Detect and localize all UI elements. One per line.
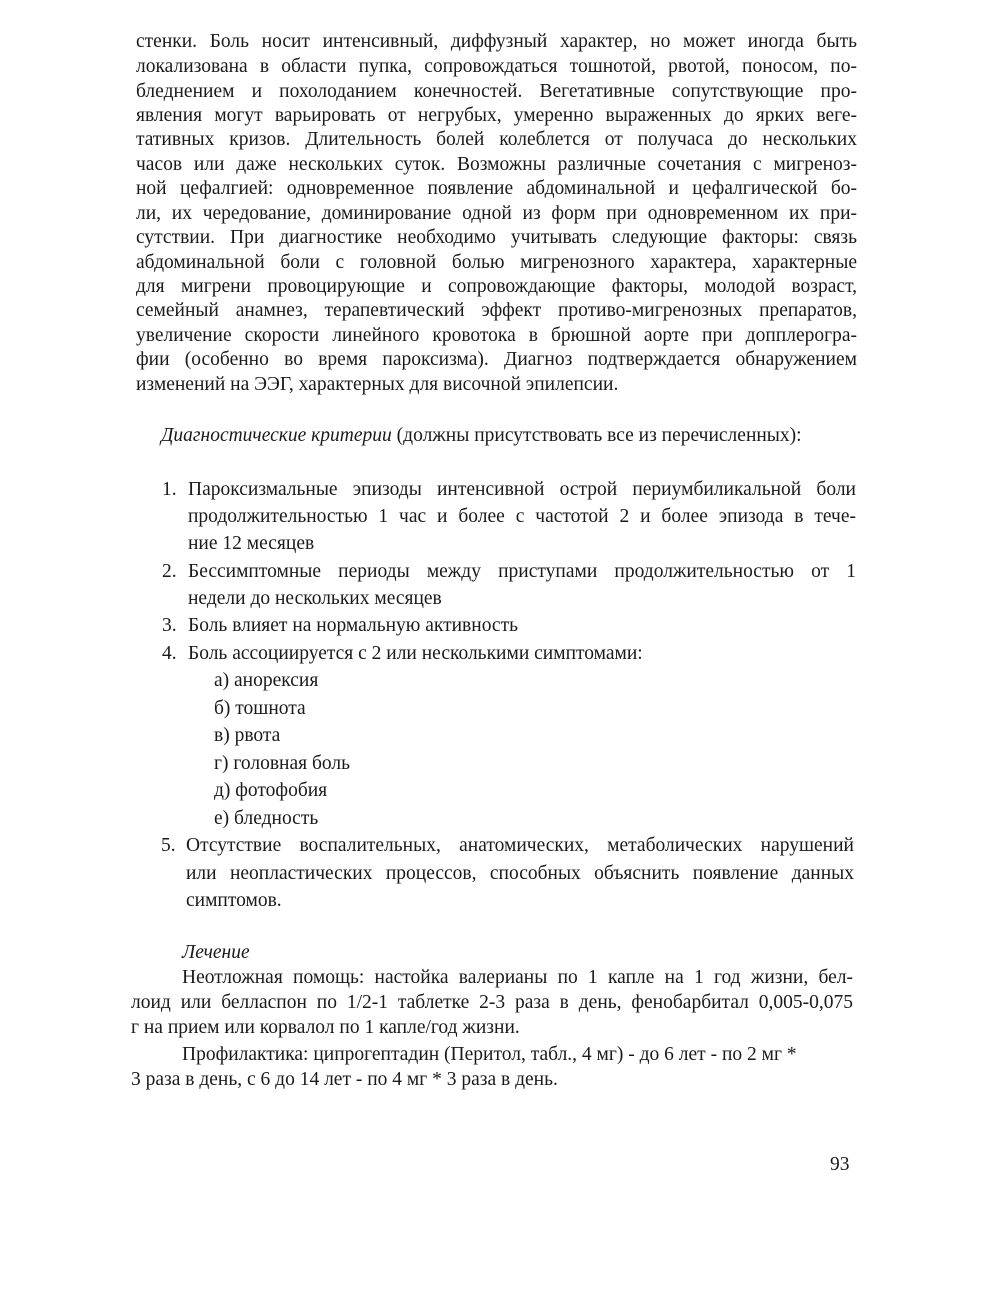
intro-line: изменений на ЭЭГ, характерных для височной эпилепсии. — [136, 374, 619, 395]
criterion-line: Бессимптомные периоды между приступами продолжительностью от 1 — [188, 561, 856, 582]
treatment-line: г на прием или корвалол по 1 капле/год жизни. — [131, 1017, 520, 1038]
symptom-item: а) анорексия — [214, 670, 319, 691]
intro-line: стенки. Боль носит интенсивный, диффузный характер, но может иногда быть — [136, 31, 857, 52]
treatment-line: лоид или белласпон по 1/2-1 таблетке 2-3 раза в день, фенобарбитал 0,005-0,075 — [131, 992, 853, 1013]
criterion-number: 3. — [162, 615, 177, 636]
intro-line: тативных кризов. Длительность болей колеблется от получаса до нескольких — [136, 129, 857, 150]
intro-line: семейный анамнез, терапевтический эффект противо-мигренозных препаратов, — [136, 300, 857, 321]
intro-line: ли, их чередование, доминирование одной из форм при одновременном их при- — [136, 203, 857, 224]
criteria-heading-rest: (должны присутствовать все из перечисленных): — [391, 425, 802, 446]
criterion-line: ние 12 месяцев — [188, 533, 315, 554]
symptom-item: г) головная боль — [214, 753, 351, 774]
intro-line: бледнением и похолоданием конечностей. Вегетативные сопутствующие про- — [136, 81, 857, 102]
criterion-line: симптомов. — [186, 890, 282, 911]
intro-line: увеличение скорости линейного кровотока в брюшной аорте при допплерогра- — [136, 325, 857, 346]
intro-line: ной цефалгией: одновременное появление абдоминальной и цефалгической бо- — [136, 178, 857, 199]
intro-line: явления могут варьировать от негрубых, умеренно выраженных до ярких веге- — [136, 105, 857, 126]
intro-line: локализована в области пупка, сопровождаться тошнотой, рвотой, поносом, по- — [136, 56, 857, 77]
prophylaxis-line: Профилактика: ципрогептадин (Перитол, табл., 4 мг) - до 6 лет - по 2 мг * — [182, 1044, 797, 1065]
criterion-line: Отсутствие воспалительных, анатомических, метаболических нарушений — [186, 835, 854, 856]
intro-line: абдоминальной боли с головной болью мигренозного характера, характерные — [136, 252, 857, 273]
symptom-item: б) тошнота — [214, 698, 306, 719]
intro-line: фии (особенно во время пароксизма). Диагноз подтверждается обнаружением — [136, 349, 857, 370]
criterion-line: Боль ассоциируется с 2 или несколькими симптомами: — [188, 643, 643, 664]
treatment-heading: Лечение — [182, 942, 250, 963]
criterion-line: Боль влияет на нормальную активность — [188, 615, 518, 636]
criterion-number: 4. — [162, 643, 177, 664]
criterion-line: продолжительностью 1 час и более с частотой 2 и более эпизода в тече- — [188, 506, 856, 527]
symptom-item: е) бледность — [214, 808, 319, 829]
criteria-heading-italic: Диагностические критерии — [161, 425, 392, 446]
symptom-item: д) фотофобия — [214, 780, 328, 801]
criterion-line: или неопластических процессов, способных объяснить появление данных — [186, 863, 854, 884]
criterion-number: 5. — [161, 835, 176, 856]
criterion-line: Пароксизмальные эпизоды интенсивной острой периумбиликальной боли — [188, 479, 856, 500]
criterion-number: 2. — [162, 561, 177, 582]
intro-line: сутствии. При диагностике необходимо учитывать следующие факторы: связь — [136, 227, 857, 248]
symptom-item: в) рвота — [214, 725, 281, 746]
criterion-line: недели до нескольких месяцев — [188, 588, 442, 609]
treatment-line: Неотложная помощь: настойка валерианы по 1 капле на 1 год жизни, бел- — [182, 967, 853, 988]
prophylaxis-line: 3 раза в день, с 6 до 14 лет - по 4 мг * 3 раза в день. — [131, 1069, 558, 1090]
intro-line: часов или даже нескольких суток. Возможны различные сочетания с мигреноз- — [136, 154, 857, 175]
intro-line: для мигрени провоцирующие и сопровождающие факторы, молодой возраст, — [136, 276, 857, 297]
page-number: 93 — [830, 1154, 850, 1175]
criterion-number: 1. — [162, 479, 177, 500]
criteria-heading — [161, 424, 802, 448]
